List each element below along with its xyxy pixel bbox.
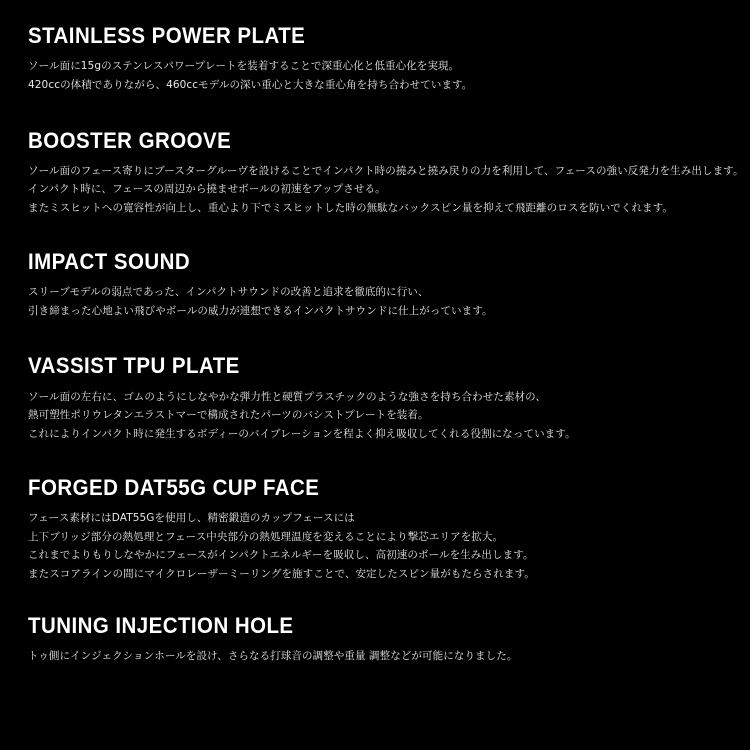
- body-line: フェース素材にはDAT55Gを使用し、精密鍛造のカップフェースには: [28, 511, 355, 524]
- body-line: 引き締まった心地よい飛びやボールの威力が連想できるインパクトサウンドに仕上がっています。: [28, 304, 493, 317]
- feature-section-impact-sound: [28, 250, 722, 321]
- section-body: [28, 283, 722, 320]
- section-body: [28, 388, 722, 444]
- body-line: 420ccの体積でありながら、460ccモデルの深い重心と大きな重心角を持ち合わせています。: [28, 78, 473, 91]
- body-line: ソール面の左右に、ゴムのようにしなやかな弾力性と硬質プラスチックのような強さを持ち合わせた素材の、: [28, 390, 546, 403]
- section-title: STAINLESS POWER PLATE: [28, 23, 306, 48]
- body-line: 熱可塑性ポリウレタンエラストマーで構成されたパーツのバシストプレートを装着。: [28, 409, 429, 422]
- feature-section-stainless-power-plate: [28, 24, 722, 95]
- feature-section-forged-dat55g-cup-face: [28, 476, 722, 584]
- body-line: これによりインパクト時に発生するボディーのバイブレーションを程よく抑え吸収してくれる役割になっています。: [28, 427, 576, 440]
- body-line: トゥ側にインジェクションホールを設け、さらなる打球音の調整や重量 調整などが可能になりました。: [28, 649, 518, 662]
- feature-section-vassist-tpu-plate: [28, 354, 722, 443]
- section-body: [28, 57, 722, 94]
- body-line: これまでよりもりしなやかにフェースがインパクトエネルギーを吸収し、高初速のボールを生み出します。: [28, 549, 534, 562]
- feature-section-tuning-injection-hole: [28, 614, 722, 666]
- section-title: FORGED DAT55G CUP FACE: [28, 474, 320, 500]
- section-body: [28, 509, 722, 584]
- section-title: TUNING INJECTION HOLE: [28, 612, 294, 638]
- body-line: スリーブモデルの弱点であった、インパクトサウンドの改善と追求を徹底的に行い、: [28, 286, 429, 298]
- body-line: ソール面に15gのステンレスパワープレートを装着することで深重心化と低重心化を実現。: [28, 60, 460, 73]
- body-line: インパクト時に、フェースの周辺から撓ませボールの初速をアップさせる。: [28, 183, 386, 196]
- section-title: IMPACT SOUND: [28, 248, 191, 274]
- section-title: BOOSTER GROOVE: [28, 127, 232, 153]
- section-title: VASSIST TPU PLATE: [28, 353, 240, 379]
- body-line: 上下ブリッジ部分の熱処理とフェース中央部分の熱処理温度を変えることにより撃芯エリアを拡大。: [28, 530, 504, 543]
- body-line: またミスヒットへの寛容性が向上し、重心より下でミスヒットした時の無駄なバックスピン量を抑えて飛距離のロスを防いでくれます。: [28, 202, 674, 215]
- body-line: またスコアラインの間にマイクロレーザーミーリングを施すことで、安定したスピン量がもたらされます。: [28, 567, 535, 580]
- section-body: [28, 647, 722, 666]
- section-body: [28, 162, 744, 218]
- body-line: ソール面のフェース寄りにブースターグルーヴを設けることでインパクト時の撓みと撓み戻りの力を利用して、フェースの強い反発力を生み出します。: [28, 164, 744, 177]
- feature-section-booster-groove: [28, 127, 744, 218]
